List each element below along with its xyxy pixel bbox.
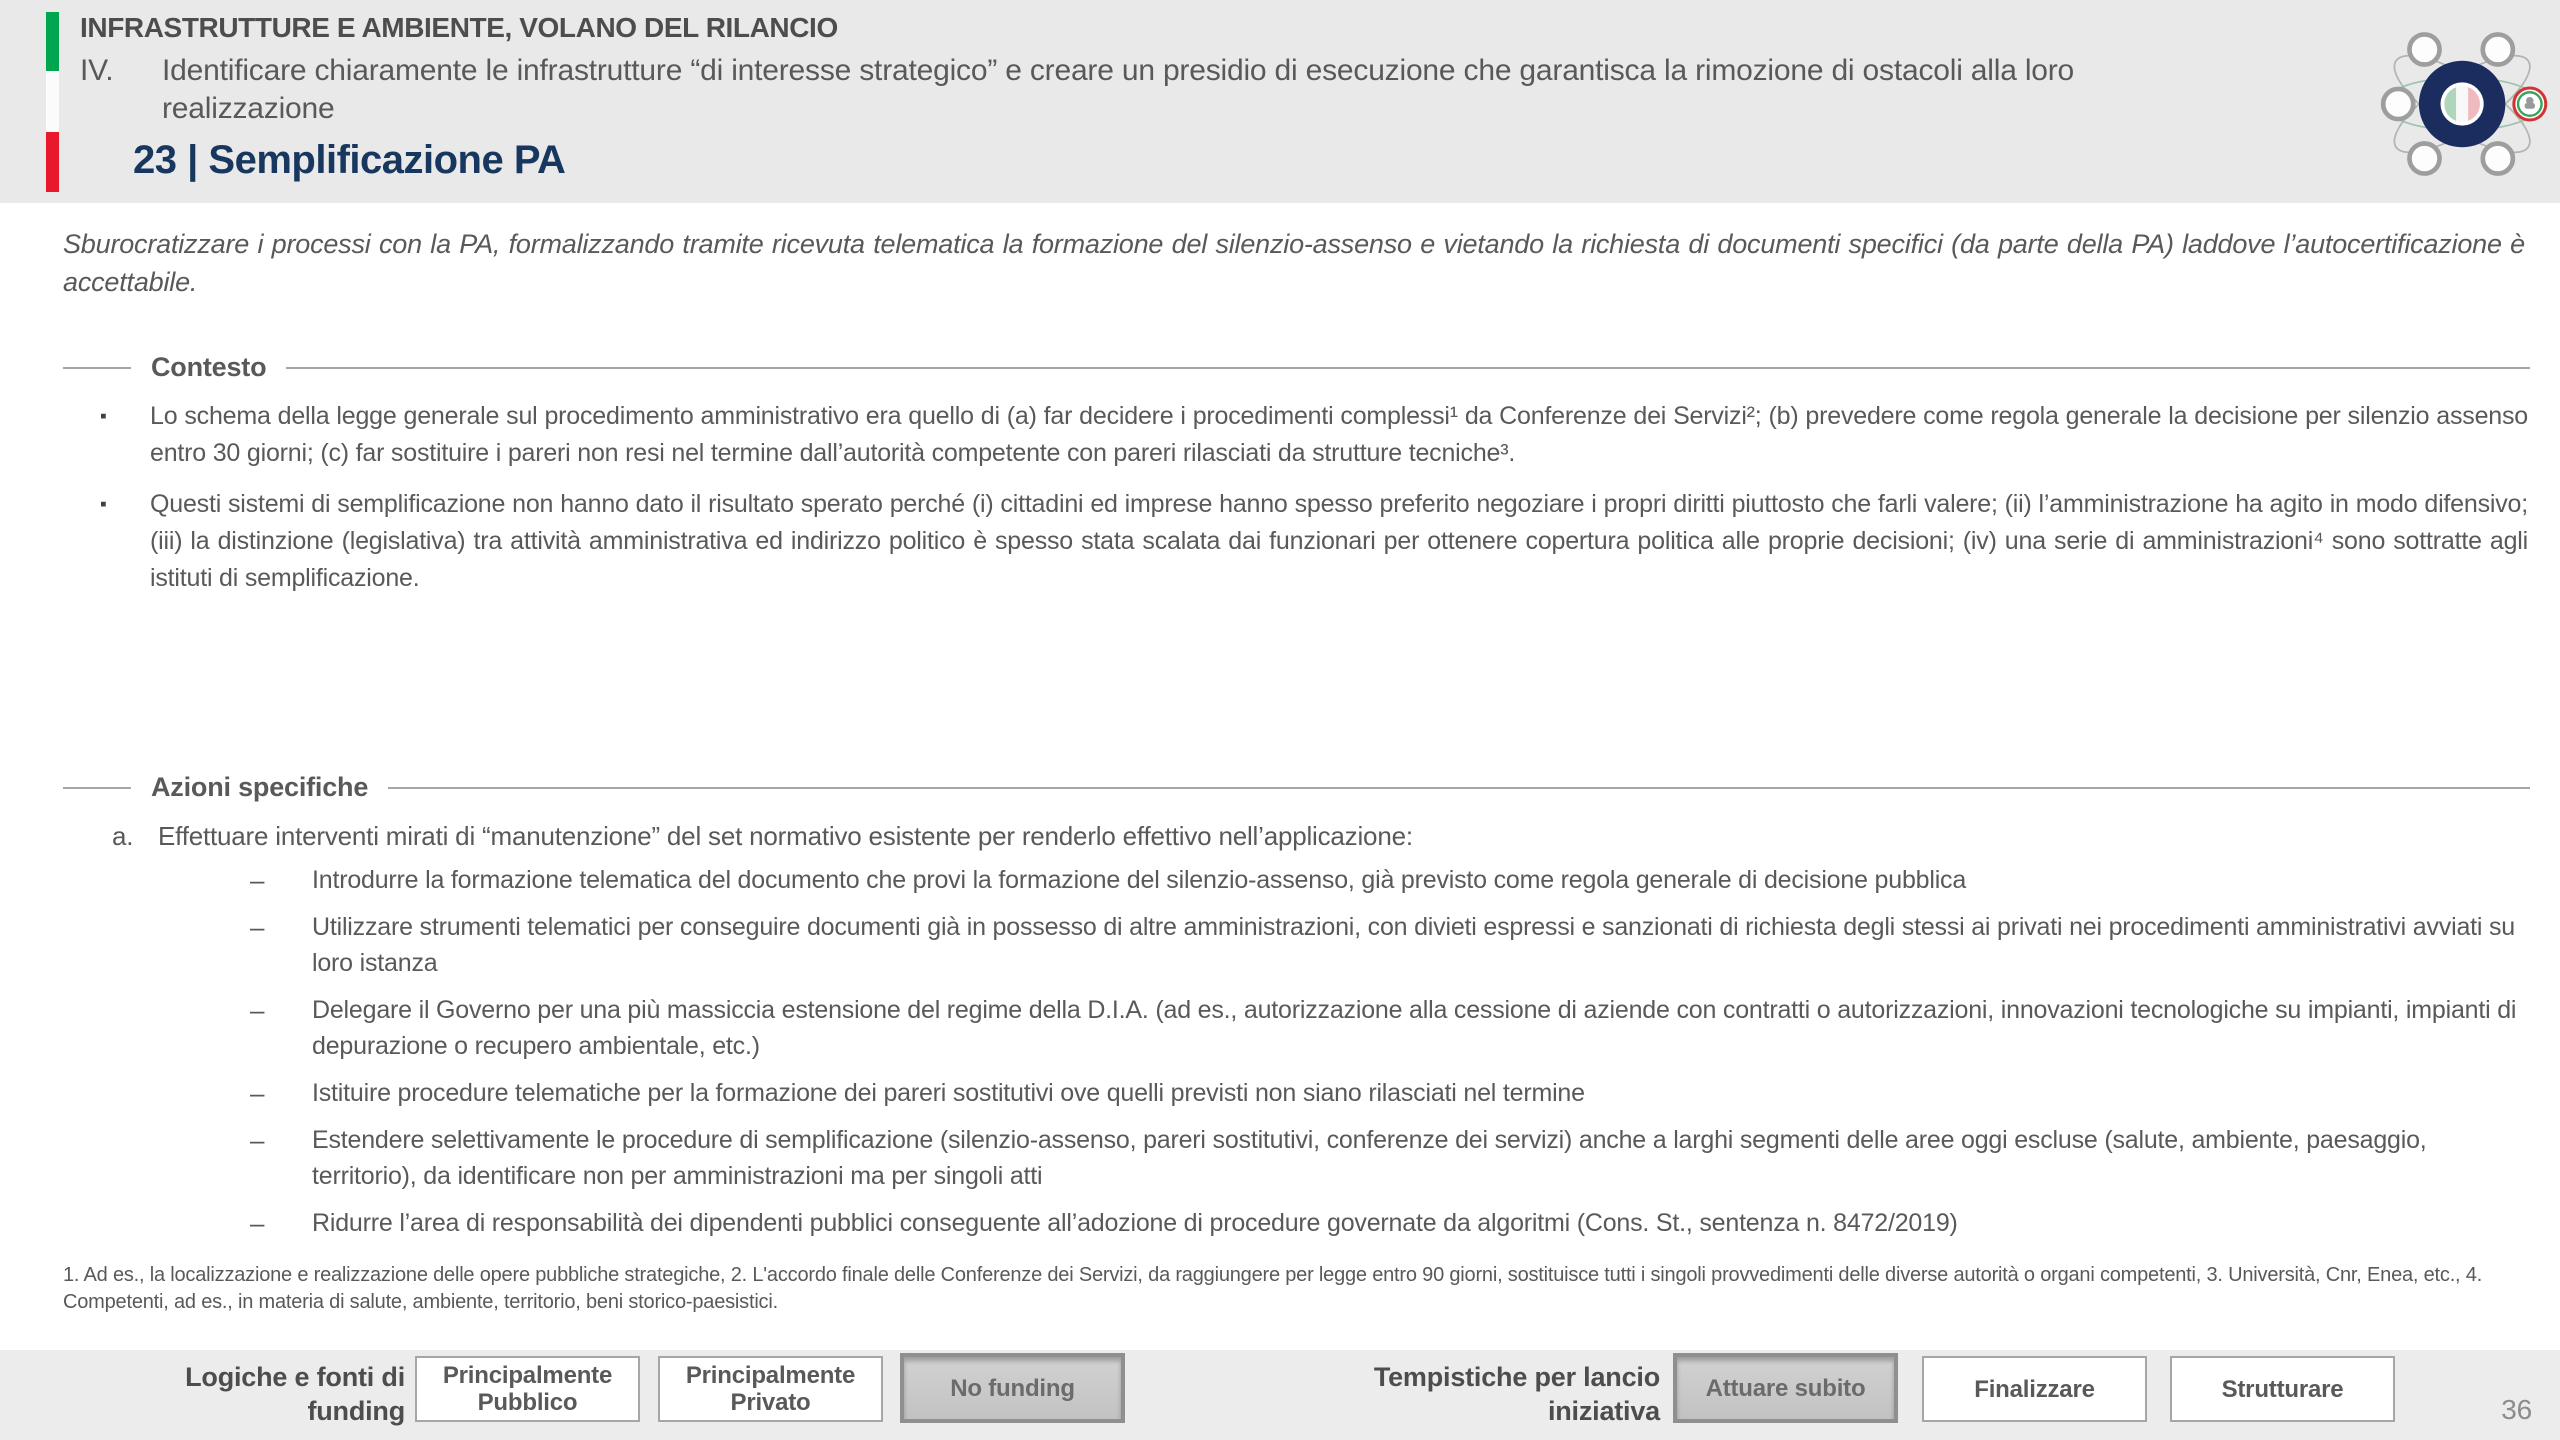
timing-option-finalizzare[interactable]: Finalizzare: [1922, 1356, 2147, 1422]
funding-option-no-funding[interactable]: No funding: [900, 1353, 1125, 1423]
divider-line: [63, 787, 131, 789]
divider-line: [388, 787, 2530, 789]
list-item: [100, 398, 2528, 472]
dash-bullet-icon: –: [250, 1125, 265, 1155]
italy-flag-stripe-icon: [46, 12, 59, 192]
flag-white-segment: [46, 71, 59, 132]
dash-bullet-icon: –: [250, 1078, 265, 1108]
funding-group-label: Logiche e fonti di funding: [185, 1362, 405, 1426]
sub-item-text: Delegare il Governo per una più massiccia estensione del regime della D.I.A. (ad es., autorizzazione alla cessione di aziende con contratti o autorizzazioni, innovazioni tecnologiche su impianti, impianti di depurazione o recupero ambientale, etc.): [312, 996, 2517, 1060]
timing-option-strutturare[interactable]: Strutturare: [2170, 1356, 2395, 1422]
list-item: [100, 486, 2528, 597]
dash-bullet-icon: –: [250, 912, 265, 942]
list-item: [250, 909, 2522, 981]
kicker-title: INFRASTRUTTURE E AMBIENTE, VOLANO DEL RILANCIO: [80, 12, 838, 43]
bullet-text: Lo schema della legge generale sul procedimento amministrativo era quello di (a) far decidere i procedimenti complessi¹ da Conferenze dei Servizi²; (b) prevedere come regola generale la decisione per silenzio assenso entro 30 giorni; (c) far sostituire i pareri non resi nel termine dall’autorità competente con pareri rilasciati da strutture tecniche³.: [150, 402, 2528, 467]
timing-group-label: Tempistiche per lancio iniziativa: [1373, 1362, 1660, 1426]
dash-bullet-icon: –: [250, 865, 265, 895]
timing-option-attuare-subito[interactable]: Attuare subito: [1673, 1353, 1898, 1423]
divider-line: [63, 367, 131, 369]
bullet-text: Questi sistemi di semplificazione non hanno dato il risultato sperato perché (i) cittadini ed imprese hanno spesso preferito negoziare i propri diritti piuttosto che farli valere; (ii) l’amministrazione ha agito in modo difensivo; (iii) la distinzione (legislativa) tra attività amministrativa ed indirizzo politico è spesso stata scalata dai funzionari per ottenere copertura politica alle proprie decisioni; (iv) una serie di amministrazioni⁴ sono sottratte agli istituti di semplificazione.: [150, 490, 2528, 592]
intro-paragraph: Sburocratizzare i processi con la PA, formalizzando tramite ricevuta telematica la formazione del silenzio-assenso e vietando la richiesta di documenti specifici (da parte della PA) laddove l’autocertificazione è accettabile.: [63, 229, 2525, 297]
divider-line: [286, 367, 2530, 369]
azioni-heading-label: Azioni specifiche: [151, 772, 369, 802]
contesto-heading-label: Contesto: [151, 352, 267, 382]
list-item: [250, 1075, 2522, 1111]
page-number: 36: [2501, 1394, 2532, 1425]
funding-option-principalmente-pubblico[interactable]: Principalmente Pubblico: [415, 1356, 640, 1422]
network-atom-logo-icon: [2378, 10, 2550, 198]
contesto-bullet-list: [100, 398, 2528, 611]
sub-item-text: Estendere selettivamente le procedure di semplificazione (silenzio-assenso, pareri sostitutivi, conferenze dei servizi) anche a larghi segmenti delle aree oggi escluse (salute, ambiente, paesaggio, territorio), da identificare non per amministrazioni ma per singoli atti: [312, 1126, 2427, 1190]
funding-option-principalmente-privato[interactable]: Principalmente Privato: [658, 1356, 883, 1422]
action-sub-list: [250, 862, 2522, 1252]
flag-red-segment: [46, 132, 59, 192]
azioni-section-heading: [63, 772, 2530, 803]
section-number: IV.: [80, 54, 114, 87]
sub-item-text: Istituire procedure telematiche per la formazione dei pareri sostitutivi ove quelli previsti non siano rilasciati nel termine: [312, 1079, 1585, 1107]
footnotes: 1. Ad es., la localizzazione e realizzazione delle opere pubbliche strategiche, 2. L'accordo finale delle Conferenze dei Servizi, da raggiungere per legge entro 90 giorni, sostituisce tutti i singoli provvedimenti delle diverse autorità o organi competenti, 3. Università, Cnr, Enea, etc., 4. Competenti, ad es., in materia di salute, ambiente, territorio, beni storico-paesistici.: [63, 1264, 2483, 1313]
sub-item-text: Utilizzare strumenti telematici per conseguire documenti già in possesso di altre amministrazioni, con divieti espressi e sanzionati di richiesta degli stessi ai privati nei procedimenti amministrativi avviati su loro istanza: [312, 913, 2515, 977]
square-bullet-icon: ▪: [100, 494, 107, 515]
dash-bullet-icon: –: [250, 1208, 265, 1238]
square-bullet-icon: ▪: [100, 406, 107, 427]
flag-green-segment: [46, 12, 59, 71]
sub-item-text: Ridurre l’area di responsabilità dei dipendenti pubblici conseguente all’adozione di procedure governate da algoritmi (Cons. St., sentenza n. 8472/2019): [312, 1209, 1958, 1237]
page-title: 23 | Semplificazione PA: [133, 138, 566, 182]
list-item: [250, 1205, 2522, 1241]
dash-bullet-icon: –: [250, 995, 265, 1025]
item-letter: a.: [112, 821, 134, 851]
header-band: [0, 0, 2560, 203]
contesto-section-heading: [63, 352, 2530, 383]
sub-item-text: Introdurre la formazione telematica del documento che provi la formazione del silenzio-assenso, già previsto come regola generale di decisione pubblica: [312, 866, 1967, 894]
list-item: [250, 1122, 2522, 1194]
section-heading: [80, 52, 2160, 128]
list-item: [250, 992, 2522, 1064]
list-item: [250, 862, 2522, 898]
section-title: Identificare chiaramente le infrastrutture “di interesse strategico” e creare un presidio di esecuzione che garantisca la rimozione di ostacoli alla loro realizzazione: [162, 54, 2075, 125]
action-item-a: [112, 818, 2528, 854]
item-text: Effettuare interventi mirati di “manutenzione” del set normativo esistente per renderlo effettivo nell’applicazione:: [158, 821, 1413, 851]
